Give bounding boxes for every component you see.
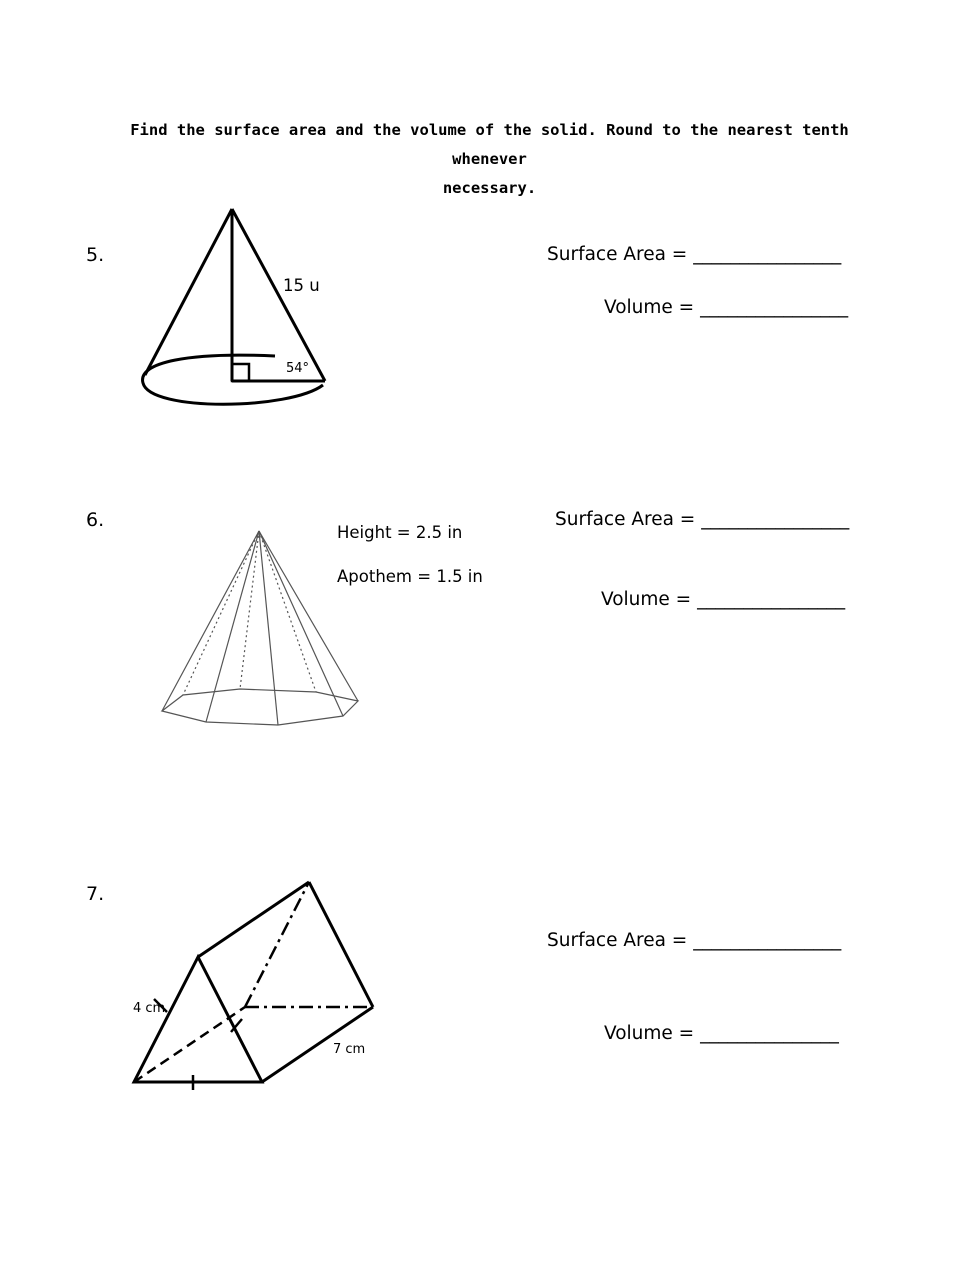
pyramid-figure — [162, 531, 358, 725]
prism-length-label: 7 cm — [333, 1042, 366, 1057]
prism-side-label: 4 cm — [133, 1001, 166, 1016]
problem-7-number: 7. — [86, 883, 105, 905]
prism-figure — [134, 882, 373, 1090]
problem-5-surface-area[interactable]: Surface Area = ________________ — [547, 244, 842, 265]
instructions-line-2: necessary. — [442, 179, 537, 197]
problem-5-volume[interactable]: Volume = ________________ — [604, 297, 849, 318]
problem-7-volume[interactable]: Volume = _______________ — [604, 1023, 839, 1044]
problem-5-number: 5. — [86, 244, 105, 266]
right-angle-mark — [232, 364, 249, 381]
pyramid-base — [162, 689, 358, 725]
problem-6-surface-area[interactable]: Surface Area = ________________ — [555, 509, 850, 530]
cone-angle-label: 54° — [286, 361, 310, 376]
problem-6-volume[interactable]: Volume = ________________ — [601, 589, 846, 610]
cone-left-side — [145, 209, 232, 375]
pyramid-height-label: Height = 2.5 in — [337, 523, 463, 542]
pyramid-apothem-label: Apothem = 1.5 in — [337, 567, 483, 586]
prism-front-triangle — [134, 957, 262, 1082]
instructions-line-1: Find the surface area and the volume of the solid. Round to the nearest tenth whenever — [130, 121, 849, 168]
problem-6-number: 6. — [86, 509, 105, 531]
cone-slant-label: 15 u — [283, 276, 320, 295]
problem-7-surface-area[interactable]: Surface Area = ________________ — [547, 930, 842, 951]
